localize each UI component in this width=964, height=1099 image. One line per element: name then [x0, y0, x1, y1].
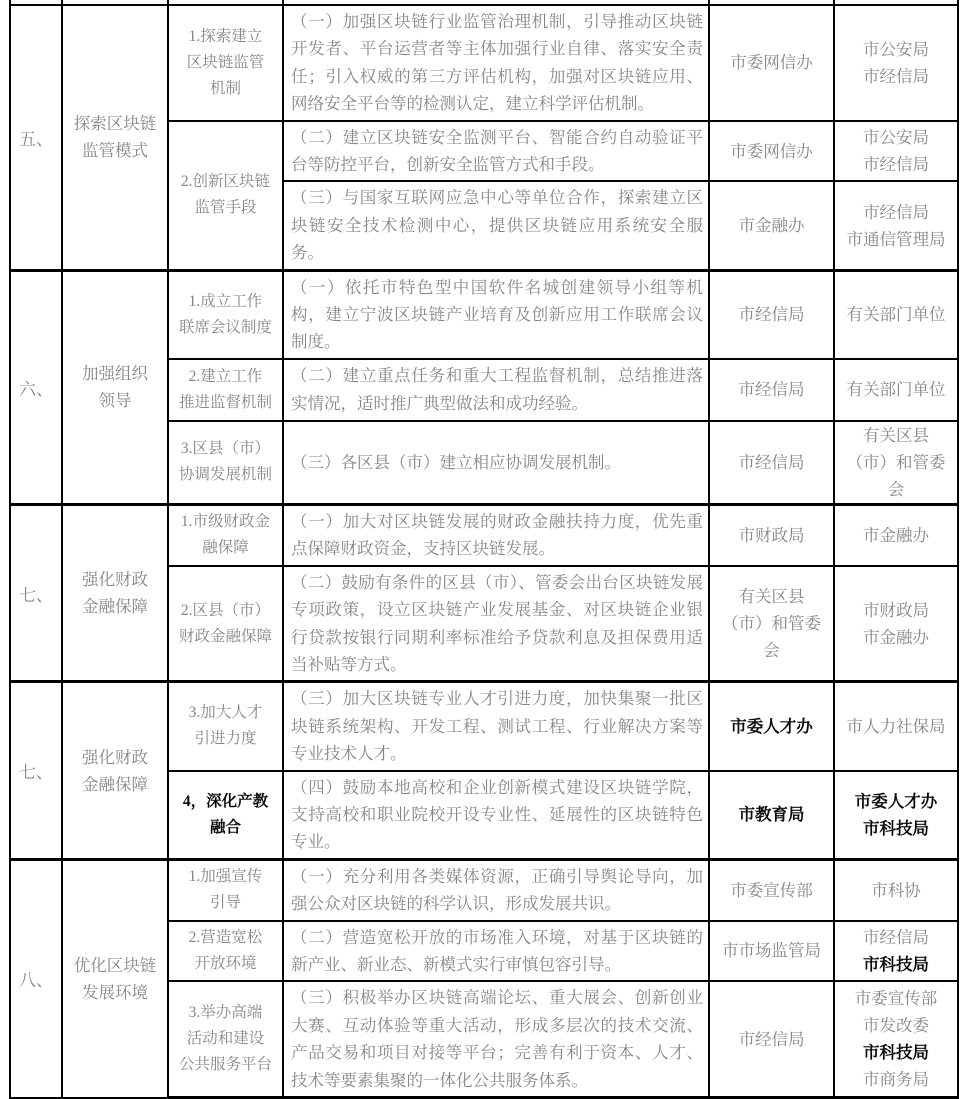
- subtask-line: 融保障: [202, 539, 249, 557]
- support-dept-cell: [834, 359, 958, 421]
- lead-dept-line: 市委宣传部: [730, 880, 813, 900]
- section-number-cell: 七、: [10, 504, 62, 681]
- category-line: 优化区块链: [73, 955, 157, 975]
- section-number-cell: 八、: [10, 859, 62, 1097]
- category-line: 金融保障: [82, 597, 148, 617]
- support-dept-cell: [834, 5, 958, 121]
- subtask-line: 区块链监管: [186, 53, 265, 71]
- support-dept-cell: [834, 270, 958, 359]
- task-description-cell: （二）建立区块链安全监测平台、智能合约自动验证平台等防控平台，创新安全监管方式和手段。: [283, 121, 709, 182]
- support-dept-cell: [834, 921, 958, 982]
- task-description-cell: （一）充分利用各类媒体资源，正确引导舆论导向，加强公众对区块链的科学认识，形成发展共识。: [283, 859, 709, 920]
- task-description-cell: （三）加大区块链专业人才引进力度，加快集聚一批区块链系统架构、开发工程、测试工程、行业解决方案等专业技术人才。: [283, 682, 709, 771]
- lead-dept-line: （市）和管委: [722, 614, 821, 633]
- support-dept-line: 市科技局: [863, 1043, 929, 1063]
- subtask-cell: [168, 981, 283, 1097]
- category-line: 监管模式: [82, 141, 148, 161]
- subtask-line: 2.区县（市）: [180, 601, 271, 619]
- section-number-cell: 五、: [10, 5, 62, 270]
- subtask-line: 开放环境: [194, 954, 257, 972]
- lead-dept-line: 市经信局: [738, 452, 805, 472]
- task-description-cell: （一）加大对区块链发展的财政金融扶持力度，优先重点保障财政资金，支持区块链发展。: [283, 504, 709, 565]
- subtask-cell: [168, 504, 283, 565]
- subtask-line: 融合: [209, 818, 241, 836]
- support-dept-line: 有关部门单位: [846, 305, 946, 325]
- category-line: 强化财政: [82, 747, 148, 767]
- section-number-cell: 六、: [10, 270, 62, 504]
- task-description-cell: （一）依托市特色型中国软件名城创建领导小组等机构，建立宁波区块链产业培育及创新应用工作联席会议制度。: [283, 270, 709, 359]
- subtask-cell: [168, 859, 283, 920]
- support-dept-line: 市委人才办: [854, 791, 938, 811]
- support-dept-line: 市金融办: [863, 525, 929, 545]
- task-description-cell: （四）鼓励本地高校和企业创新模式建设区块链学院，支持高校和职业院校开设专业性、延展性的区块链特色专业。: [283, 771, 709, 860]
- support-dept-line: 市经信局: [863, 66, 929, 86]
- support-dept-line: 市财政局: [863, 600, 929, 620]
- subtask-line: 活动和建设: [186, 1030, 265, 1048]
- category-cell: [62, 504, 168, 681]
- lead-dept-line: 会: [763, 641, 780, 660]
- subtask-line: 3.加大人才: [188, 704, 263, 722]
- support-dept-line: 市公安局: [863, 128, 929, 148]
- lead-dept-cell: [709, 859, 834, 920]
- task-description-cell: （一）加强区块链行业监管治理机制，引导推动区块链开发者、平台运营者等主体加强行业自律、落实安全责任；引入权威的第三方评估机构，加强对区块链应用、网络安全平台等的检测认定，建立科学评估机制。: [283, 5, 709, 121]
- subtask-line: 协调发展机制: [178, 466, 272, 484]
- support-dept-line: （市）和管委: [846, 452, 946, 472]
- lead-dept-line: 有关区县: [738, 587, 805, 606]
- support-dept-line: 市经信局: [863, 927, 929, 947]
- table-row: [10, 682, 958, 771]
- lead-dept-cell: [709, 5, 834, 121]
- category-cell: [62, 5, 168, 270]
- task-description-cell: （二）鼓励有条件的区县（市）、管委会出台区块链发展专项政策，设立区块链产业发展基金、对区块链企业银行贷款按银行同期利率标准给予贷款利息及担保费用适当补贴等方式。: [283, 566, 709, 682]
- subtask-line: 1.市级财政金: [180, 513, 271, 531]
- subtask-line: 监管手段: [194, 199, 257, 217]
- lead-dept-cell: [709, 682, 834, 771]
- table-row: [10, 504, 958, 565]
- support-dept-line: 市公安局: [863, 39, 929, 59]
- support-dept-cell: [834, 859, 958, 920]
- support-dept-line: 市经信局: [863, 155, 929, 175]
- subtask-cell: [168, 270, 283, 359]
- category-line: 加强组织: [82, 364, 148, 384]
- lead-dept-line: 市金融办: [738, 216, 805, 236]
- subtask-cell: [168, 682, 283, 771]
- lead-dept-cell: [709, 121, 834, 182]
- lead-dept-line: 市委网信办: [730, 53, 813, 73]
- subtask-line: 4，深化产教: [182, 792, 269, 810]
- support-dept-cell: [834, 771, 958, 860]
- lead-dept-cell: [709, 421, 834, 505]
- support-dept-line: 市科协: [871, 880, 921, 900]
- support-dept-line: 市经信局: [863, 202, 929, 222]
- subtask-cell: [168, 921, 283, 982]
- lead-dept-cell: [709, 981, 834, 1097]
- support-dept-cell: [834, 181, 958, 270]
- category-line: 探索区块链: [73, 114, 157, 134]
- lead-dept-line: 市教育局: [738, 805, 805, 825]
- lead-dept-line: 市经信局: [738, 1029, 805, 1049]
- lead-dept-line: 市委网信办: [730, 141, 813, 161]
- support-dept-cell: [834, 981, 958, 1097]
- category-line: 领导: [98, 391, 132, 411]
- category-cell: [62, 682, 168, 859]
- subtask-line: 2.建立工作: [188, 367, 263, 385]
- subtask-line: 机制: [209, 79, 241, 97]
- subtask-line: 1.探索建立: [188, 27, 263, 45]
- lead-dept-cell: [709, 181, 834, 270]
- subtask-line: 1.加强宣传: [188, 868, 263, 886]
- lead-dept-cell: [709, 270, 834, 359]
- support-dept-line: 市人力社保局: [846, 716, 946, 736]
- section-number-cell: 七、: [10, 682, 62, 859]
- subtask-line: 财政金融保障: [178, 627, 272, 645]
- support-dept-cell: [834, 121, 958, 182]
- category-line: 发展环境: [82, 982, 148, 1002]
- lead-dept-cell: [709, 504, 834, 565]
- category-cell: [62, 270, 168, 504]
- subtask-line: 3.举办高端: [188, 1004, 263, 1022]
- task-description-cell: （三）积极举办区块链高端论坛、重大展会、创新创业大赛、互动体验等重大活动，形成多层次的技术交流、产品交易和项目对接等平台；完善有利于资本、人才、技术等要素集聚的一体化公共服务体系。: [283, 981, 709, 1097]
- subtask-cell: [168, 359, 283, 421]
- support-dept-cell: [834, 566, 958, 682]
- table-row: [10, 859, 958, 920]
- subtask-line: 公共服务平台: [178, 1056, 272, 1074]
- support-dept-line: 有关部门单位: [846, 380, 946, 400]
- subtask-line: 3.区县（市）: [180, 440, 271, 458]
- subtask-line: 引进力度: [194, 730, 257, 748]
- lead-dept-cell: [709, 921, 834, 982]
- lead-dept-cell: [709, 771, 834, 860]
- subtask-cell: [168, 421, 283, 505]
- support-dept-line: 市金融办: [863, 627, 929, 647]
- subtask-line: 联席会议制度: [178, 318, 272, 336]
- support-dept-line: 市科技局: [863, 954, 929, 974]
- table-row: [10, 5, 958, 121]
- subtask-line: 1.成立工作: [188, 292, 263, 310]
- support-dept-cell: [834, 682, 958, 771]
- support-dept-line: 市委宣传部: [854, 989, 938, 1009]
- subtask-line: 2.营造宽松: [188, 928, 263, 946]
- lead-dept-line: 市经信局: [738, 380, 805, 400]
- lead-dept-line: 市财政局: [738, 525, 805, 545]
- subtask-line: 2.创新区块链: [180, 173, 271, 191]
- subtask-cell: [168, 566, 283, 682]
- lead-dept-cell: [709, 566, 834, 682]
- task-assignment-table: [9, 0, 959, 1099]
- table-row: [10, 270, 958, 359]
- category-line: 强化财政: [82, 570, 148, 590]
- category-cell: [62, 859, 168, 1097]
- support-dept-line: 有关区县: [863, 425, 929, 445]
- subtask-cell: [168, 771, 283, 860]
- task-description-cell: （二）建立重点任务和重大工程监督机制，总结推进落实情况，适时推广典型做法和成功经验。: [283, 359, 709, 421]
- support-dept-cell: [834, 504, 958, 565]
- subtask-line: 推进监督机制: [178, 393, 272, 411]
- lead-dept-cell: [709, 359, 834, 421]
- category-line: 金融保障: [82, 774, 148, 794]
- lead-dept-line: 市委人才办: [730, 716, 813, 736]
- subtask-cell: [168, 5, 283, 121]
- task-description-cell: （三）各区县（市）建立相应协调发展机制。: [283, 421, 709, 505]
- support-dept-line: 市科技局: [863, 818, 929, 838]
- task-description-cell: （三）与国家互联网应急中心等单位合作，探索建立区块链安全技术检测中心，提供区块链应用系统安全服务。: [283, 181, 709, 270]
- support-dept-line: 市通信管理局: [846, 229, 946, 249]
- subtask-cell: [168, 121, 283, 271]
- support-dept-line: 会: [887, 479, 905, 499]
- task-description-cell: （二）营造宽松开放的市场准入环境，对基于区块链的新产业、新业态、新模式实行审慎包容引导。: [283, 921, 709, 982]
- subtask-line: 引导: [209, 894, 241, 912]
- lead-dept-line: 市市场监管局: [722, 941, 821, 961]
- lead-dept-line: 市经信局: [738, 305, 805, 325]
- support-dept-line: 市商务局: [863, 1070, 929, 1090]
- support-dept-line: 市发改委: [863, 1016, 929, 1036]
- support-dept-cell: [834, 421, 958, 505]
